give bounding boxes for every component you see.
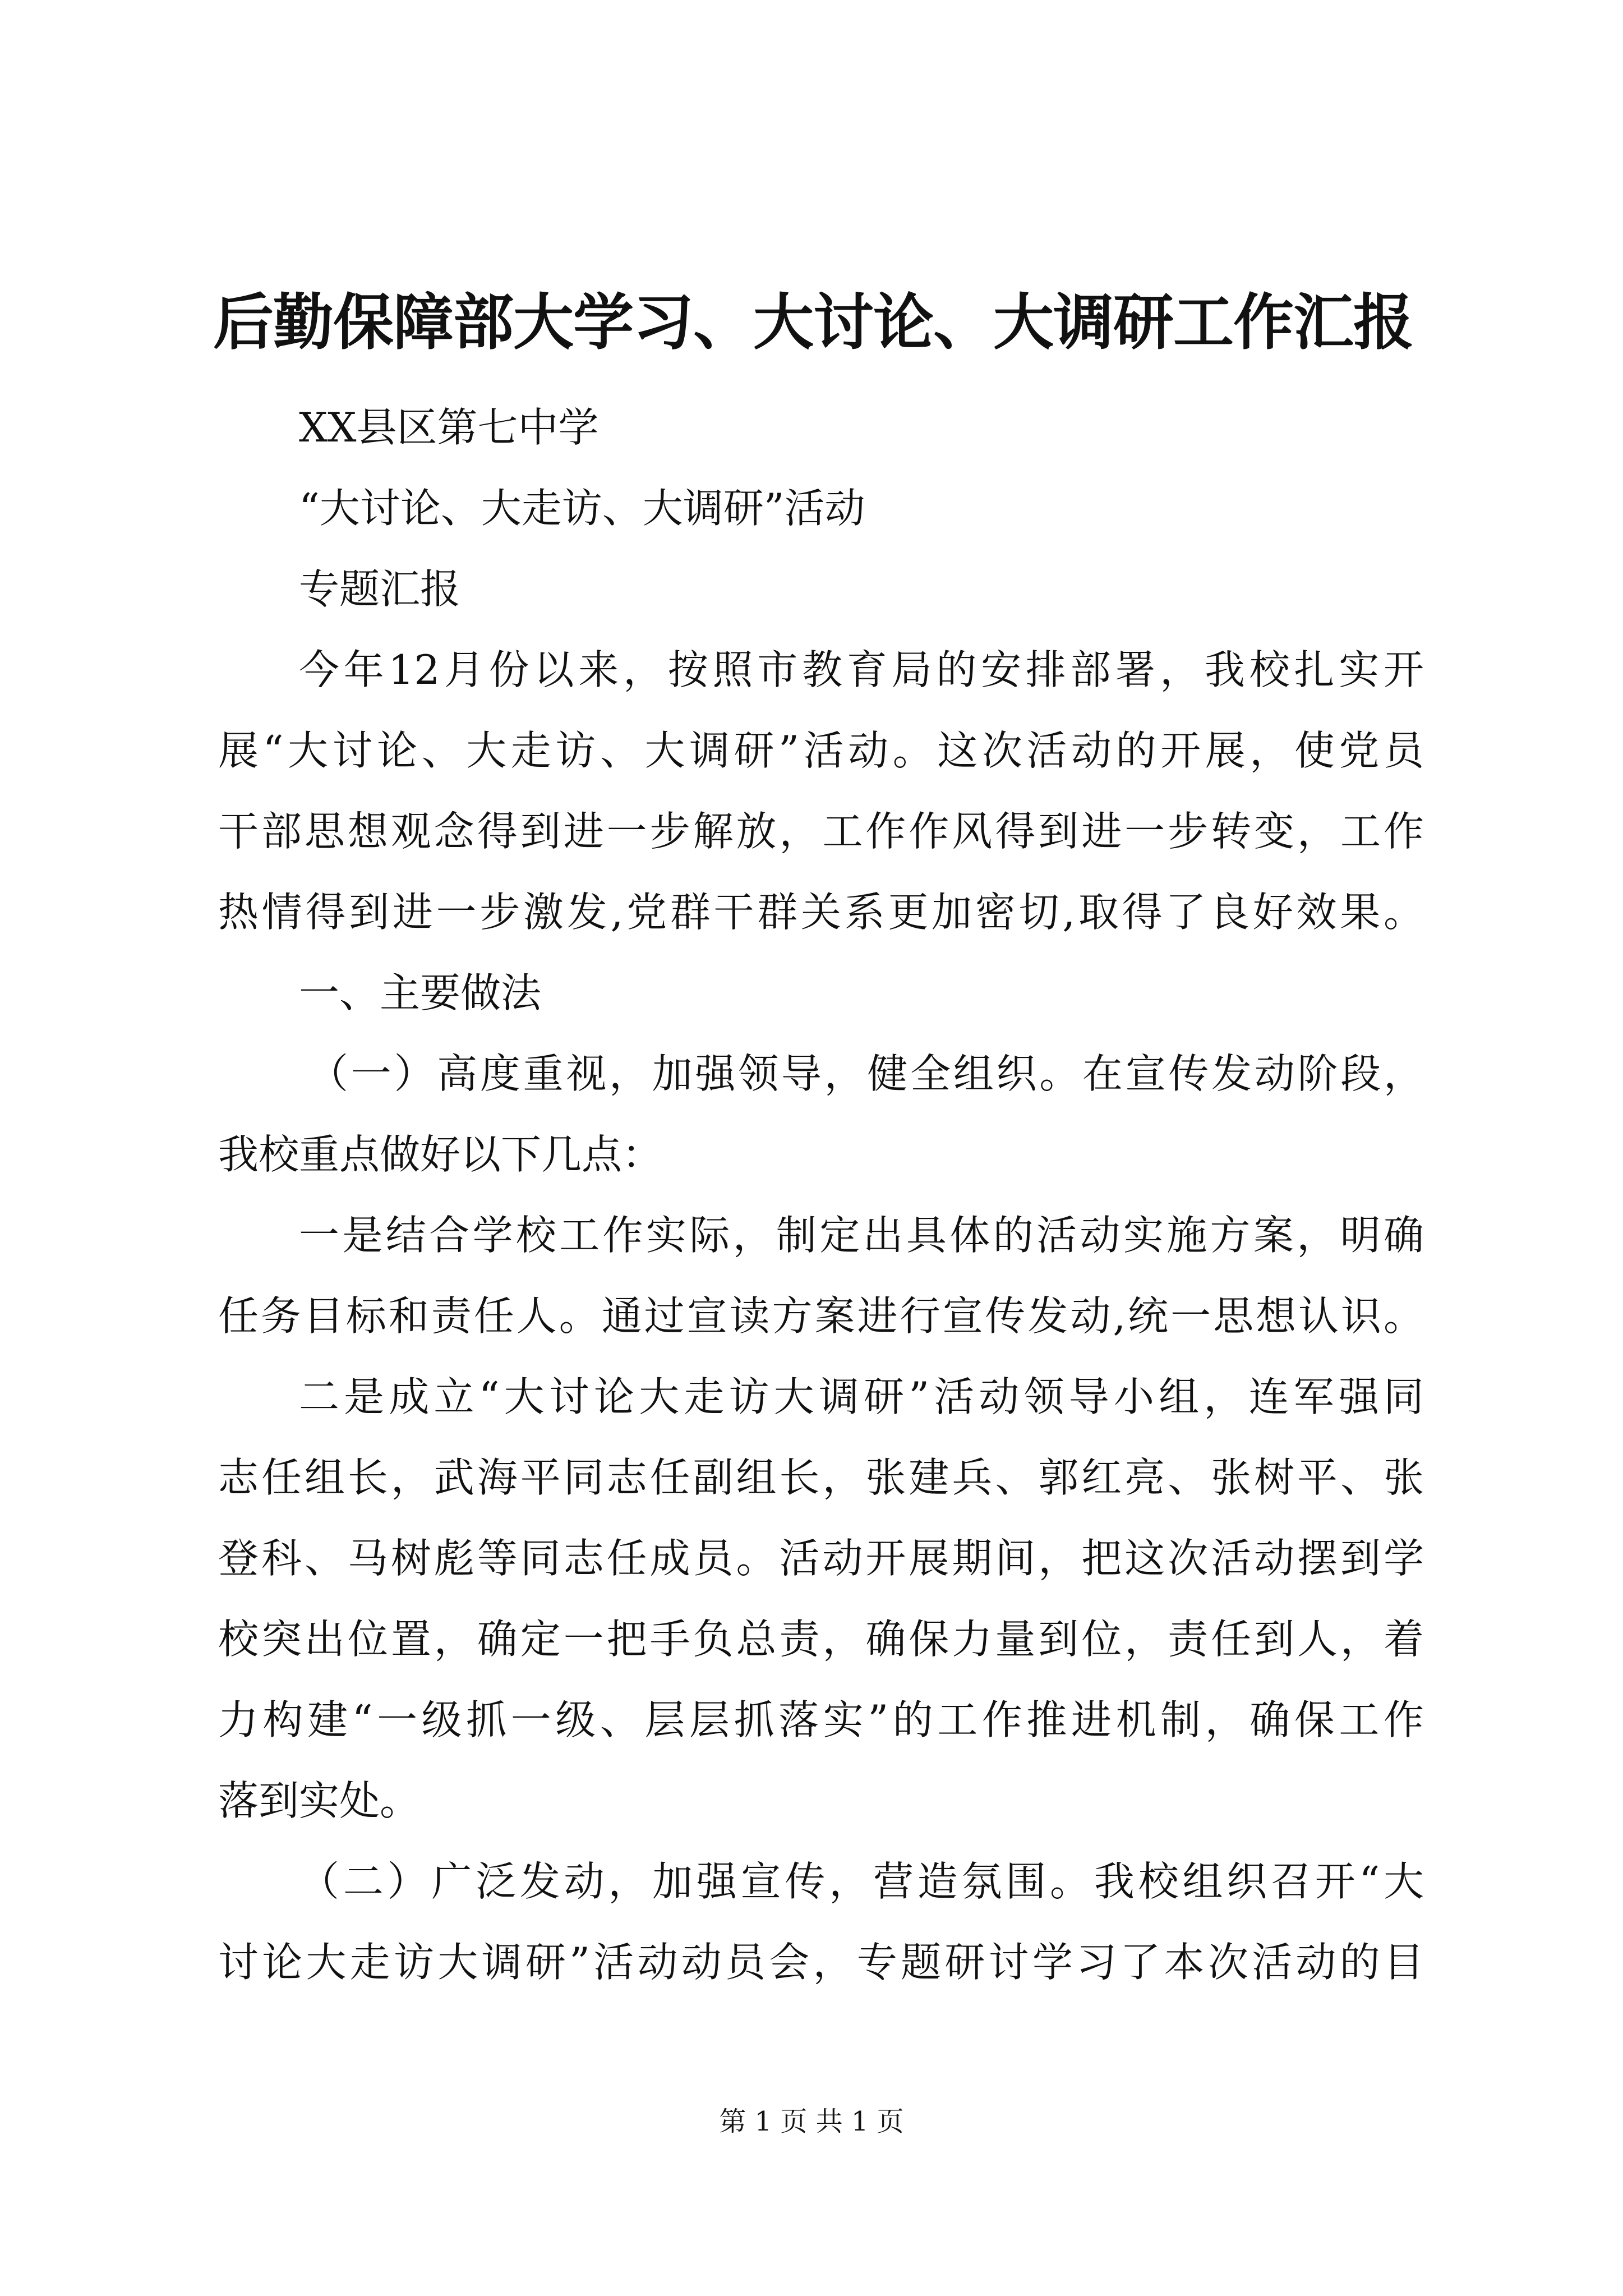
text-line: 热情得到进一步激发,党群干群关系更加密切,取得了良好效果。 — [218, 889, 1424, 936]
text-line: 我校重点做好以下几点： — [218, 1131, 663, 1178]
section-heading: 一、主要做法 — [299, 969, 542, 1016]
text-line-activity: “大讨论、大走访、大调研”活动 — [299, 485, 865, 532]
document-title: 后勤保障部大学习、大讨论、大调研工作汇报 — [213, 287, 1414, 358]
document-body — [218, 387, 1424, 2003]
text-line: 力构建“一级抓一级、层层抓落实”的工作推进机制，确保工作 — [218, 1696, 1424, 1743]
text-line: 落到实处。 — [218, 1777, 421, 1824]
page-footer: 第 1 页 共 1 页 — [719, 2106, 904, 2137]
text-line: 校突出位置，确定一把手负总责，确保力量到位，责任到人，着 — [218, 1616, 1424, 1663]
text-line: 展“大讨论、大走访、大调研”活动。这次活动的开展，使党员 — [218, 727, 1424, 774]
text-line: （二）广泛发动，加强宣传，营造氛围。我校组织召开“大 — [299, 1858, 1424, 1905]
text-line: 任务目标和责任人。通过宣读方案进行宣传发动,统一思想认识。 — [218, 1292, 1424, 1340]
text-line-school: XX县区第七中学 — [299, 404, 599, 451]
text-line: 二是成立“大讨论大走访大调研”活动领导小组，连军强同 — [299, 1373, 1424, 1420]
text-line: 登科、马树彪等同志任成员。活动开展期间，把这次活动摆到学 — [218, 1535, 1424, 1582]
text-line: 干部思想观念得到进一步解放，工作作风得到进一步转变，工作 — [218, 808, 1424, 855]
text-line: 讨论大走访大调研”活动动员会，专题研讨学习了本次活动的目 — [218, 1939, 1424, 1986]
text-line: 一是结合学校工作实际，制定出具体的活动实施方案，明确 — [299, 1212, 1424, 1259]
text-line: （一）高度重视，加强领导，健全组织。在宣传发动阶段， — [308, 1050, 1424, 1097]
text-line-report: 专题汇报 — [299, 565, 461, 613]
text-line: 志任组长，武海平同志任副组长，张建兵、郭红亮、张树平、张 — [218, 1454, 1424, 1501]
text-line: 今年12月份以来，按照市教育局的安排部署，我校扎实开 — [299, 646, 1424, 693]
